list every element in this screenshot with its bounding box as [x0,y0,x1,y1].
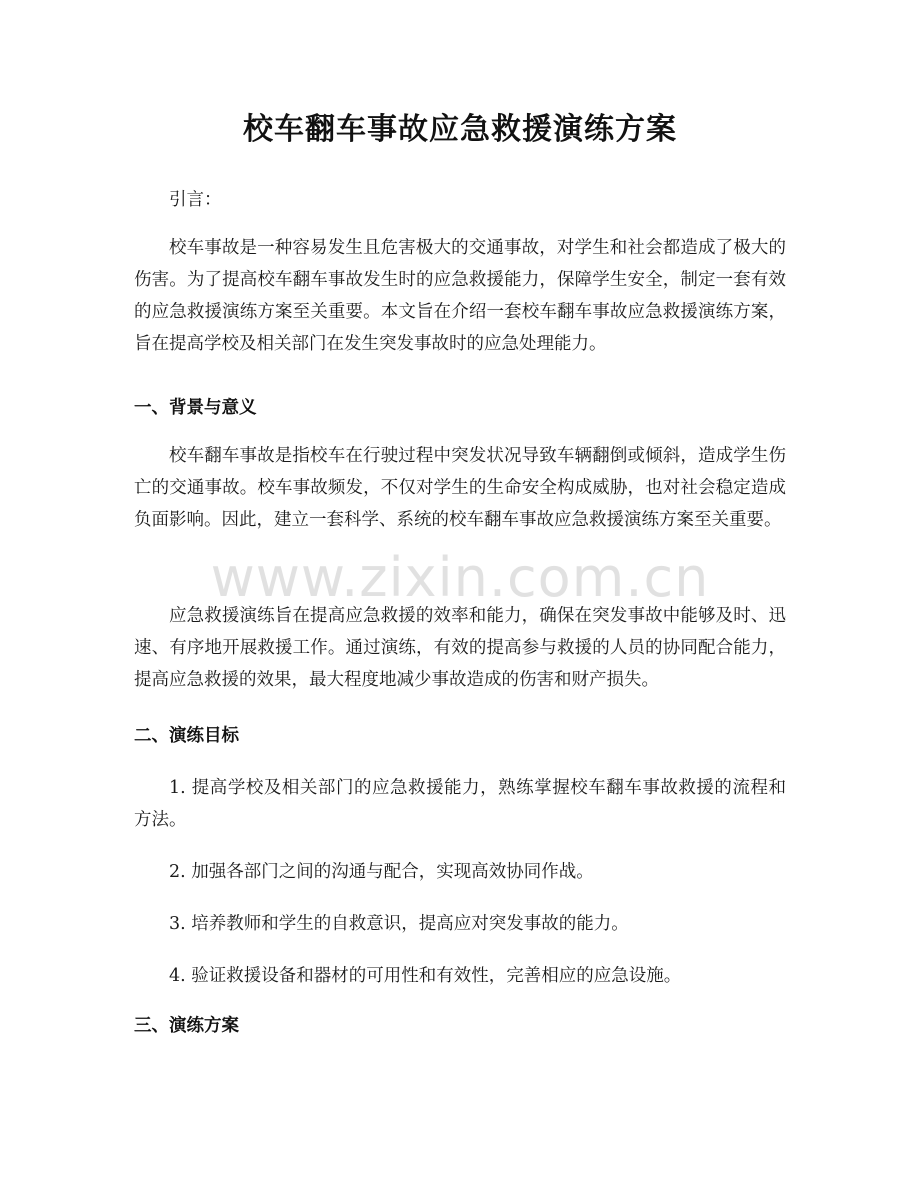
intro-label: 引言： [169,190,222,210]
background-paragraph-1: 校车翻车事故是指校车在行驶过程中突发状况导致车辆翻倒或倾斜，造成学生伤亡的交通事故。校车事故频发，不仅对学生的生命安全构成威胁，也对社会稳定造成负面影响。因此，建立一套科学、系统的校车翻车事故应急救援演练方案至关重要。 [134,446,786,530]
goal-item-3: 3. 培养教师和学生的自救意识，提高应对突发事故的能力。 [169,914,629,934]
section-heading-plan: 三、演练方案 [134,1016,239,1036]
section-heading-background: 一、背景与意义 [134,398,257,418]
intro-paragraph: 校车事故是一种容易发生且危害极大的交通事故，对学生和社会都造成了极大的伤害。为了提高校车翻车事故发生时的应急救援能力，保障学生安全，制定一套有效的应急救援演练方案至关重要。本文旨在介绍一套校车翻车事故应急救援演练方案，旨在提高学校及相关部门在发生突发事故时的应急处理能力。 [134,238,786,354]
watermark: www.zixin.com.cn [210,546,710,609]
document-title: 校车翻车事故应急救援演练方案 [243,112,677,147]
background-paragraph-2: 应急救援演练旨在提高应急救援的效率和能力，确保在突发事故中能够及时、迅速、有序地开展救援工作。通过演练，有效的提高参与救援的人员的协同配合能力，提高应急救援的效果，最大程度地减少事故造成的伤害和财产损失。 [134,606,786,690]
section-heading-goals: 二、演练目标 [134,726,239,746]
goal-item-4: 4. 验证救援设备和器材的可用性和有效性，完善相应的应急设施。 [169,966,682,986]
goal-item-2: 2. 加强各部门之间的沟通与配合，实现高效协同作战。 [169,862,594,882]
goal-item-1: 1. 提高学校及相关部门的应急救援能力，熟练掌握校车翻车事故救援的流程和方法。 [134,778,786,830]
